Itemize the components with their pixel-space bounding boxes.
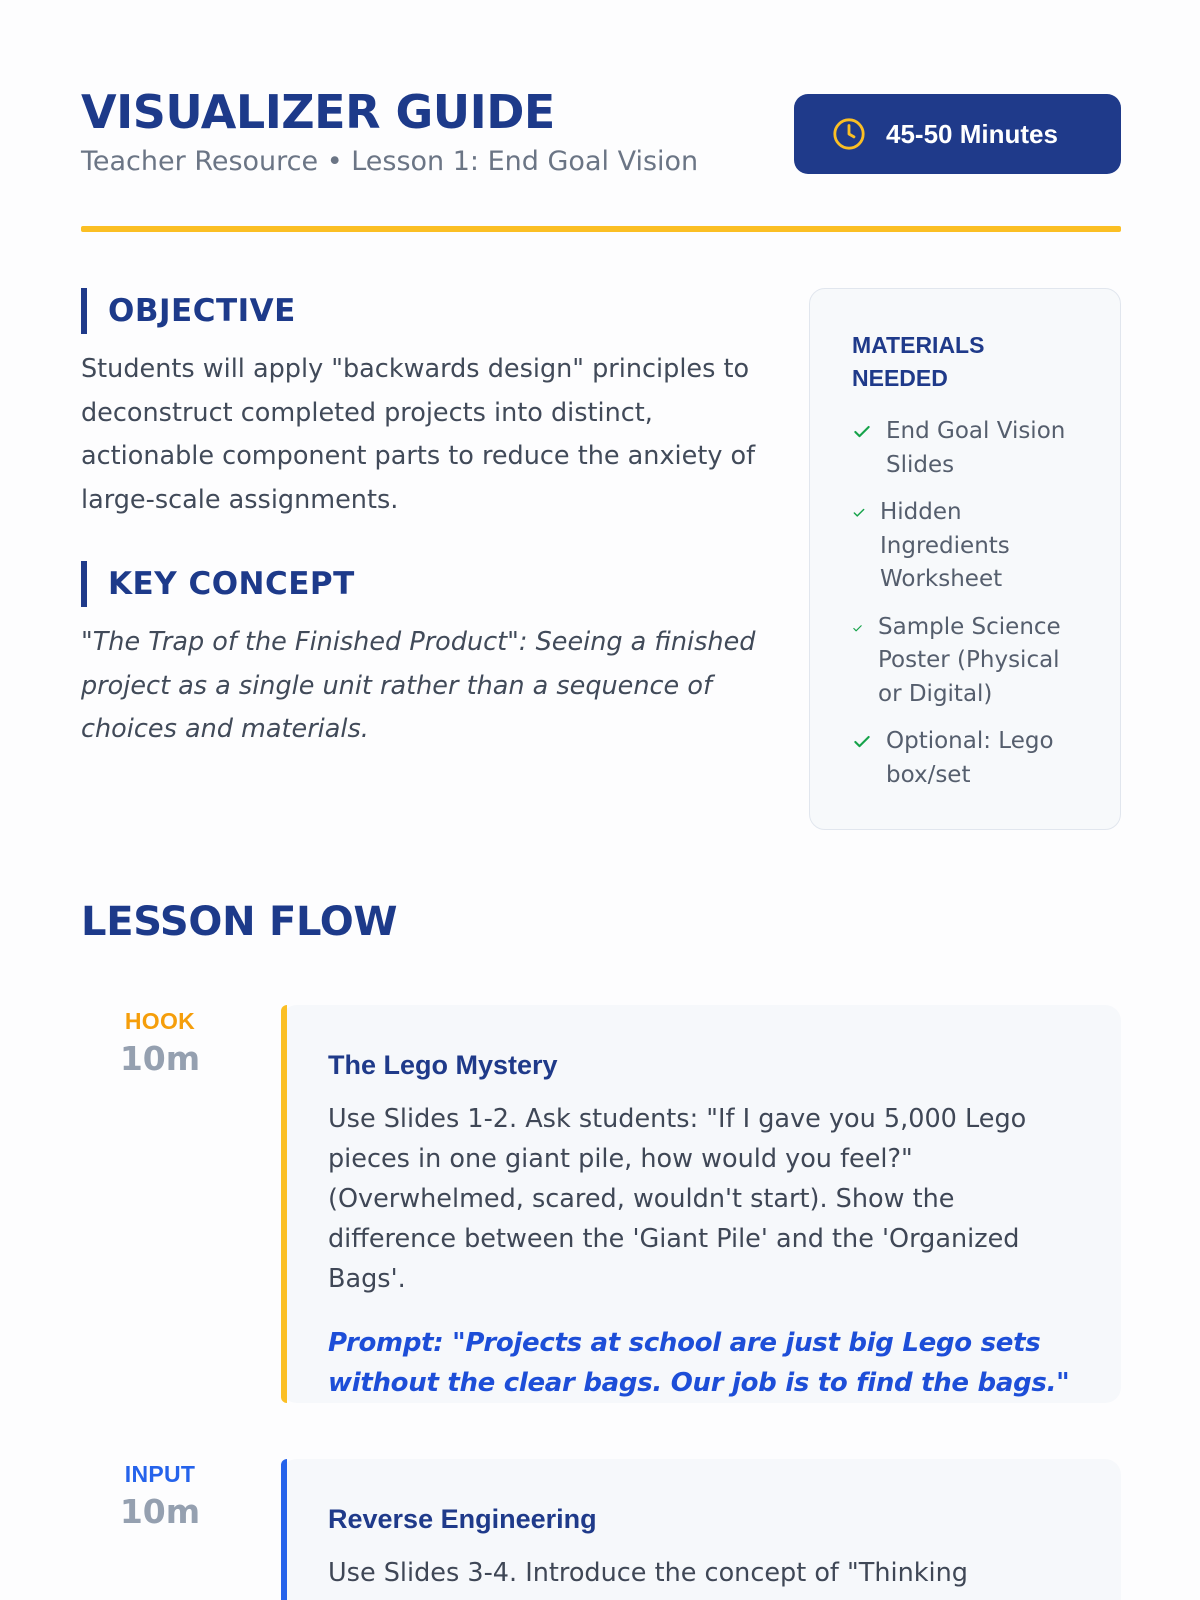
input-step-label: [80, 1460, 240, 1532]
check-icon: [852, 623, 863, 634]
step-prompt: Prompt: "Projects at school are just big Lego sets without the clear bags. Our job is to find the bags.": [328, 1328, 1070, 1398]
objective-heading: OBJECTIVE: [81, 288, 296, 334]
check-icon: [852, 732, 872, 752]
materials-list: [852, 415, 1080, 792]
list-item: [852, 725, 1080, 792]
step-time: 10m: [119, 1039, 201, 1078]
duration-text: 45-50 Minutes: [886, 118, 1058, 149]
check-icon: [852, 422, 872, 442]
check-icon: [852, 506, 866, 520]
step-body: Use Slides 1-2. Ask students: "If I gave you 5,000 Lego pieces in one giant pile, how would you feel?" (Overwhelmed, scared, wouldn't start). Show the difference between the 'Giant Pile' and the 'Organized Bags'.: [328, 1104, 1027, 1294]
step-phase: HOOK: [124, 1008, 196, 1034]
lesson-flow-title: LESSON FLOW: [81, 899, 398, 945]
materials-title: MATERIALS NEEDED: [852, 332, 985, 391]
hook-step-card: [281, 1005, 1121, 1403]
page-subtitle: Teacher Resource • Lesson 1: End Goal Vision: [81, 146, 699, 177]
step-title: Reverse Engineering: [328, 1504, 597, 1534]
step-phase: INPUT: [124, 1461, 196, 1487]
list-item: [852, 415, 1080, 482]
materials-card: [809, 288, 1121, 830]
material-label: Hidden Ingredients Worksheet: [880, 499, 1010, 592]
guide-header: [81, 86, 1121, 236]
list-item: [852, 496, 1080, 597]
step-title: The Lego Mystery: [328, 1050, 558, 1080]
material-label: Optional: Lego box/set: [886, 728, 1054, 788]
duration-badge: [794, 94, 1121, 174]
key-concept-heading: KEY CONCEPT: [81, 561, 355, 607]
material-label: Sample Science Poster (Physical or Digital): [878, 613, 1061, 707]
input-step-card: [281, 1459, 1121, 1600]
header-divider: [81, 226, 1121, 232]
step-body: Use Slides 3-4. Introduce the concept of "Thinking: [328, 1558, 968, 1588]
material-label: End Goal Vision Slides: [886, 418, 1066, 478]
page-title: VISUALIZER GUIDE: [81, 85, 555, 139]
clock-icon: [832, 117, 866, 151]
key-concept-text: "The Trap of the Finished Product": Seeing a finished project as a single unit rather than a sequence of choices and materials.: [81, 627, 756, 744]
hook-step-label: [80, 1007, 240, 1079]
list-item: [852, 611, 1080, 712]
objective-text: Students will apply "backwards design" principles to deconstruct completed projects into distinct, actionable component parts to reduce the anxiety of large-scale assignments.: [81, 354, 756, 515]
step-time: 10m: [119, 1492, 201, 1531]
